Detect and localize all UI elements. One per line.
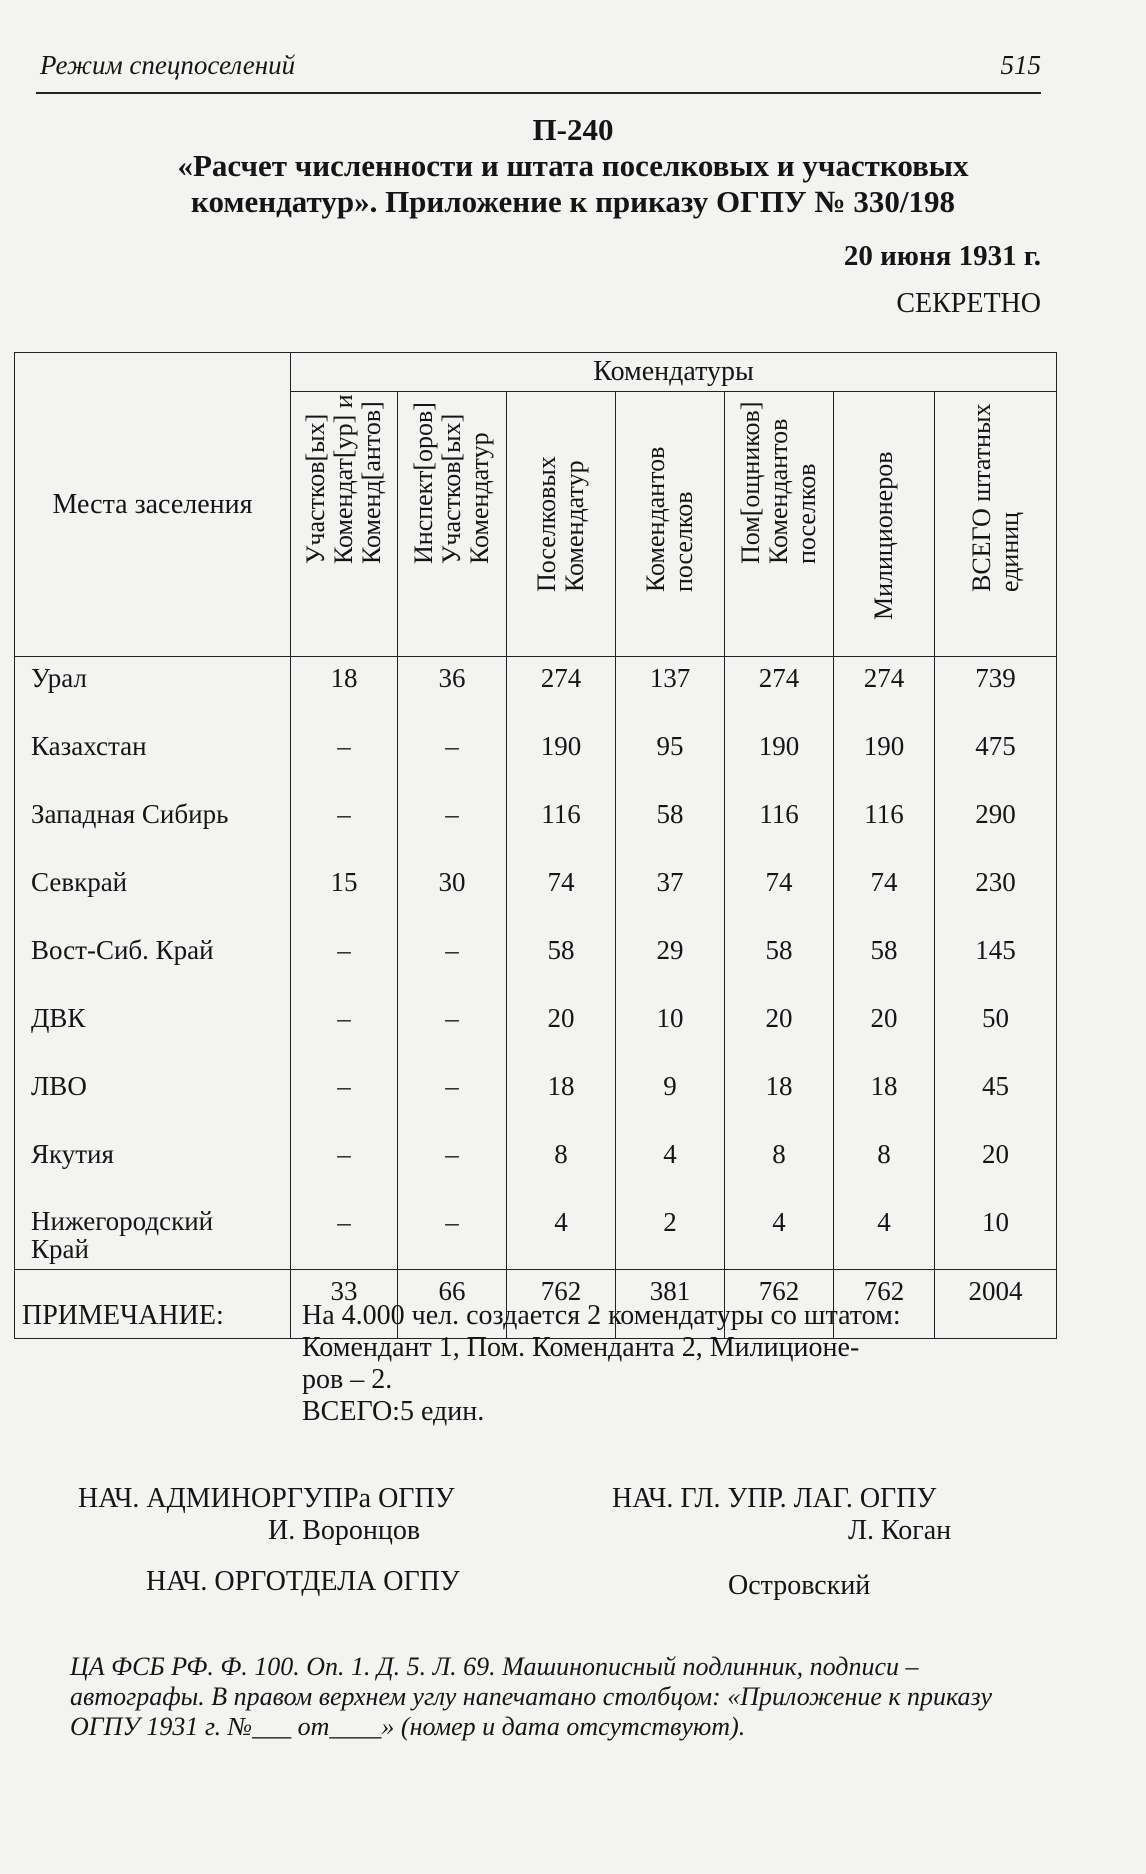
- note-text: [302, 1300, 1042, 1428]
- total-cell: 66: [398, 1270, 507, 1339]
- value-cell: 190: [725, 725, 834, 793]
- value-cell: 2: [616, 1201, 725, 1270]
- place-cell: ДВК: [15, 997, 291, 1065]
- value-cell: 30: [398, 861, 507, 929]
- value-cell: –: [291, 1065, 398, 1133]
- table-body: [15, 657, 1057, 1339]
- header-rule: [36, 92, 1041, 94]
- value-cell: 145: [935, 929, 1057, 997]
- value-cell: 274: [834, 657, 935, 726]
- value-cell: 74: [725, 861, 834, 929]
- document-date: 20 июня 1931 г.: [843, 240, 1041, 272]
- place-cell: Западная Сибирь: [15, 793, 291, 861]
- value-cell: 230: [935, 861, 1057, 929]
- value-cell: 4: [616, 1133, 725, 1201]
- value-cell: –: [291, 725, 398, 793]
- value-cell: 18: [725, 1065, 834, 1133]
- classification-stamp: СЕКРЕТНО: [896, 288, 1041, 319]
- value-cell: 74: [834, 861, 935, 929]
- value-cell: 4: [507, 1201, 616, 1270]
- document-title: [0, 112, 1146, 220]
- value-cell: 74: [507, 861, 616, 929]
- value-cell: –: [291, 1133, 398, 1201]
- running-header: Режим спецпоселений: [40, 50, 296, 80]
- column-header-1: Участков[ых] Комендат[ур] и Коменд[антов]: [291, 392, 398, 657]
- value-cell: 4: [725, 1201, 834, 1270]
- value-cell: –: [291, 929, 398, 997]
- column-header-3: Поселковых Комендатур: [507, 392, 616, 657]
- place-cell: Урал: [15, 657, 291, 726]
- note-line-2: Комендант 1, Пом. Коменданта 2, Милиционе-: [302, 1332, 860, 1363]
- value-cell: 116: [507, 793, 616, 861]
- total-cell: 33: [291, 1270, 398, 1339]
- value-cell: 18: [291, 657, 398, 726]
- table-row: [15, 725, 1057, 793]
- table-row: [15, 1201, 1057, 1270]
- value-cell: –: [398, 793, 507, 861]
- place-cell: Севкрай: [15, 861, 291, 929]
- table-row: [15, 1065, 1057, 1133]
- value-cell: –: [398, 725, 507, 793]
- title-line-1: «Расчет численности и штата поселковых и участковых: [177, 148, 969, 183]
- note-line-4: ВСЕГО:5 един.: [302, 1396, 485, 1427]
- value-cell: 8: [725, 1133, 834, 1201]
- value-cell: –: [398, 929, 507, 997]
- archive-reference: ЦА ФСБ РФ. Ф. 100. Оп. 1. Д. 5. Л. 69. Машинописный подлинник, подписи – автографы. В правом верхнем углу напечатано столбцом: «Приложение к приказу ОГПУ 1931 г. №___ от____» (номер и дата отсутствуют).: [70, 1652, 993, 1741]
- value-cell: –: [398, 997, 507, 1065]
- table-row: [15, 861, 1057, 929]
- value-cell: 18: [834, 1065, 935, 1133]
- total-cell: 762: [834, 1270, 935, 1339]
- value-cell: –: [398, 1065, 507, 1133]
- page-number: 515: [1000, 50, 1041, 80]
- value-cell: 274: [725, 657, 834, 726]
- value-cell: 58: [616, 793, 725, 861]
- value-cell: 58: [834, 929, 935, 997]
- value-cell: 58: [507, 929, 616, 997]
- value-cell: 18: [507, 1065, 616, 1133]
- value-cell: 36: [398, 657, 507, 726]
- value-cell: –: [291, 793, 398, 861]
- value-cell: 4: [834, 1201, 935, 1270]
- table-row: [15, 1133, 1057, 1201]
- value-cell: 20: [935, 1133, 1057, 1201]
- signature-right-name: Л. Коган: [848, 1515, 952, 1546]
- place-column-header: Места заселения: [15, 353, 291, 657]
- table-row: [15, 997, 1057, 1065]
- total-cell: 2004: [935, 1270, 1057, 1339]
- note-label: ПРИМЕЧАНИЕ:: [22, 1300, 224, 1331]
- value-cell: 20: [507, 997, 616, 1065]
- value-cell: 190: [507, 725, 616, 793]
- staff-table: [14, 352, 1057, 1339]
- signature-left-title: НАЧ. АДМИНОРГУПРа ОГПУ: [78, 1483, 455, 1514]
- place-cell: Нижегородский Край: [15, 1201, 291, 1270]
- column-header-4: Комендантов поселков: [616, 392, 725, 657]
- value-cell: 95: [616, 725, 725, 793]
- value-cell: 29: [616, 929, 725, 997]
- value-cell: 739: [935, 657, 1057, 726]
- value-cell: 116: [834, 793, 935, 861]
- column-header-7: ВСЕГО штатных единиц: [935, 392, 1057, 657]
- note-line-1: На 4.000 чел. создается 2 комендатуры со штатом:: [302, 1300, 901, 1331]
- column-header-6: Милиционеров: [834, 392, 935, 657]
- value-cell: 9: [616, 1065, 725, 1133]
- value-cell: 8: [834, 1133, 935, 1201]
- place-cell: Казахстан: [15, 725, 291, 793]
- title-line-2: комендатур». Приложение к приказу ОГПУ № 330/198: [191, 184, 955, 219]
- commandant-group-header: Комендатуры: [291, 353, 1057, 392]
- value-cell: 20: [834, 997, 935, 1065]
- table-row: [15, 657, 1057, 726]
- table-row: [15, 793, 1057, 861]
- signature-left-title-2: НАЧ. ОРГОТДЕЛА ОГПУ: [146, 1566, 460, 1597]
- value-cell: 45: [935, 1065, 1057, 1133]
- total-cell: 762: [507, 1270, 616, 1339]
- document-code: П-240: [532, 112, 614, 147]
- value-cell: 137: [616, 657, 725, 726]
- value-cell: 15: [291, 861, 398, 929]
- value-cell: 10: [935, 1201, 1057, 1270]
- total-cell: 762: [725, 1270, 834, 1339]
- place-cell: ЛВО: [15, 1065, 291, 1133]
- signature-left-name: И. Воронцов: [268, 1515, 421, 1546]
- value-cell: –: [398, 1201, 507, 1270]
- signature-right-title: НАЧ. ГЛ. УПР. ЛАГ. ОГПУ: [612, 1483, 937, 1514]
- value-cell: 37: [616, 861, 725, 929]
- column-header-5: Пом[ощников] Комендантов поселков: [725, 392, 834, 657]
- value-cell: 190: [834, 725, 935, 793]
- note-line-3: ров – 2.: [302, 1364, 393, 1395]
- value-cell: 58: [725, 929, 834, 997]
- value-cell: 475: [935, 725, 1057, 793]
- value-cell: 290: [935, 793, 1057, 861]
- value-cell: 8: [507, 1133, 616, 1201]
- value-cell: –: [398, 1133, 507, 1201]
- place-cell: Вост-Сиб. Край: [15, 929, 291, 997]
- place-cell: Якутия: [15, 1133, 291, 1201]
- total-cell: 381: [616, 1270, 725, 1339]
- value-cell: –: [291, 1201, 398, 1270]
- value-cell: 50: [935, 997, 1057, 1065]
- value-cell: 116: [725, 793, 834, 861]
- value-cell: 10: [616, 997, 725, 1065]
- value-cell: 274: [507, 657, 616, 726]
- signature-right-name-2: Островский: [728, 1570, 871, 1601]
- column-header-2: Инспект[оров] Участков[ых] Комендатур: [398, 392, 507, 657]
- value-cell: 20: [725, 997, 834, 1065]
- table-row: [15, 929, 1057, 997]
- value-cell: –: [291, 997, 398, 1065]
